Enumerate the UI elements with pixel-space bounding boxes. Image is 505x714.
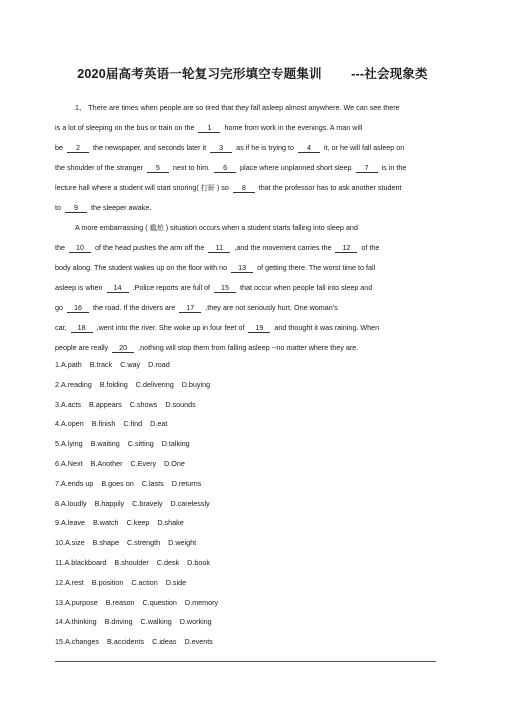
question-number: 12. bbox=[55, 577, 65, 587]
passage-line: the 10 of the head pushes the arm off the 11 ,and the movement carries the 12 of the bbox=[55, 243, 380, 252]
answer-options-list bbox=[55, 355, 435, 652]
passage-line: body along. The student wakes up on the floor with no 13 of getting there. The worst time to fall bbox=[55, 263, 376, 272]
option-c[interactable]: C.lasts bbox=[141, 478, 164, 488]
blank-2[interactable]: 2 bbox=[67, 143, 89, 153]
option-a[interactable]: A.loudly bbox=[61, 498, 87, 508]
question-number: 7. bbox=[55, 478, 61, 488]
passage-line: be 2 the newspaper, and seconds later it 3 as if he is trying to 4 it, or he will fall asleep on bbox=[55, 143, 405, 152]
blank-18[interactable]: 18 bbox=[71, 323, 93, 333]
option-b[interactable]: B.accidents bbox=[106, 637, 145, 647]
blank-17[interactable]: 17 bbox=[179, 303, 201, 313]
question-6-options bbox=[55, 454, 435, 474]
option-c[interactable]: C.desk bbox=[156, 557, 180, 567]
question-number: 14. bbox=[55, 617, 65, 627]
passage-line: to 9 the sleeper awake. bbox=[55, 203, 152, 212]
question-8-options bbox=[55, 494, 435, 514]
option-a[interactable]: A.thinking bbox=[65, 617, 97, 627]
option-d[interactable]: D.side bbox=[165, 577, 187, 587]
blank-16[interactable]: 16 bbox=[67, 303, 89, 313]
option-a[interactable]: A.rest bbox=[65, 577, 84, 587]
question-12-options bbox=[55, 573, 435, 593]
question-number: 10. bbox=[55, 538, 65, 548]
blank-8[interactable]: 8 bbox=[233, 183, 255, 193]
blank-20[interactable]: 20 bbox=[112, 343, 134, 353]
question-14-options bbox=[55, 612, 435, 632]
blank-12[interactable]: 12 bbox=[335, 243, 357, 253]
question-4-options bbox=[55, 414, 435, 434]
question-15-options bbox=[55, 632, 435, 652]
option-c[interactable]: C.ideas bbox=[152, 637, 177, 647]
question-number: 15. bbox=[55, 637, 65, 647]
question-2-options bbox=[55, 375, 435, 395]
option-d[interactable]: D.talking bbox=[161, 439, 190, 449]
option-c[interactable]: C.walking bbox=[140, 617, 172, 627]
cloze-passage bbox=[55, 98, 435, 358]
question-10-options bbox=[55, 533, 435, 553]
passage-line: the shoulder of the stranger 5 next to him. 6 place where unplanned short sleep 7 is in the bbox=[55, 163, 407, 172]
question-9-options bbox=[55, 513, 435, 533]
blank-6[interactable]: 6 bbox=[214, 163, 236, 173]
blank-1[interactable]: 1 bbox=[198, 123, 220, 133]
document-title bbox=[0, 64, 505, 82]
passage-line: lecture hall where a student will start snoring( 打鼾 ) so 8 that the professor has to ask another student bbox=[55, 183, 402, 192]
option-d[interactable]: D.buying bbox=[181, 379, 211, 389]
option-b[interactable]: B.Another bbox=[90, 458, 123, 468]
blank-14[interactable]: 14 bbox=[107, 283, 129, 293]
option-b[interactable]: B.driving bbox=[104, 617, 133, 627]
option-c[interactable]: C.question bbox=[142, 597, 177, 607]
option-d[interactable]: D.carelessly bbox=[170, 498, 210, 508]
option-c[interactable]: C.bravely bbox=[132, 498, 163, 508]
question-5-options bbox=[55, 434, 435, 454]
option-a[interactable]: A.path bbox=[61, 360, 82, 369]
option-d[interactable]: D.memory bbox=[184, 597, 219, 607]
option-c[interactable]: C.Every bbox=[130, 458, 157, 468]
option-a[interactable]: A.acts bbox=[61, 399, 81, 409]
option-b[interactable]: B.folding bbox=[99, 379, 128, 389]
option-c[interactable]: C.find bbox=[123, 419, 143, 429]
option-a[interactable]: A.changes bbox=[65, 637, 99, 647]
option-d[interactable]: D.eat bbox=[150, 419, 168, 429]
option-a[interactable]: A.Next bbox=[61, 458, 83, 468]
option-d[interactable]: D.returns bbox=[171, 478, 202, 488]
passage-line: is a lot of sleeping on the bus or train on the 1 home from work in the evenings. A man will bbox=[55, 123, 363, 132]
blank-9[interactable]: 9 bbox=[65, 203, 87, 213]
option-d[interactable]: D.sounds bbox=[165, 399, 196, 409]
option-c[interactable]: C.way bbox=[120, 360, 141, 369]
question-number: 4. bbox=[55, 419, 61, 429]
option-b[interactable]: B.waiting bbox=[90, 439, 120, 449]
option-d[interactable]: D.shake bbox=[157, 518, 184, 528]
option-a[interactable]: A.open bbox=[61, 419, 84, 429]
option-a[interactable]: A.blackboard bbox=[64, 557, 107, 567]
question-number: 1. bbox=[55, 360, 61, 369]
option-a[interactable]: A.purpose bbox=[65, 597, 98, 607]
option-a[interactable]: A.ends up bbox=[61, 478, 94, 488]
question-number: 6. bbox=[55, 458, 61, 468]
question-number: 8. bbox=[55, 498, 61, 508]
passage-line: A more embarrassing ( 尴尬 ) situation occurs when a student starts falling into sleep and bbox=[75, 223, 358, 232]
question-number: 11. bbox=[55, 557, 65, 567]
title-main: 2020届高考英语一轮复习完形填空专题集训 bbox=[77, 67, 322, 81]
question-number: 13. bbox=[55, 597, 65, 607]
question-number: 5. bbox=[55, 439, 61, 449]
option-d[interactable]: D.events bbox=[184, 637, 213, 647]
option-b[interactable]: B.reason bbox=[105, 597, 135, 607]
passage-line: asleep is when 14 .Police reports are full of 15 that occur when people fall into sleep and bbox=[55, 283, 373, 292]
option-a[interactable]: A.lying bbox=[61, 439, 83, 449]
question-13-options bbox=[55, 593, 435, 613]
blank-10[interactable]: 10 bbox=[69, 243, 91, 253]
option-b[interactable]: B.track bbox=[89, 360, 113, 369]
option-b[interactable]: B.shoulder bbox=[114, 557, 149, 567]
option-b[interactable]: B.appears bbox=[88, 399, 122, 409]
option-d[interactable]: D.working bbox=[179, 617, 212, 627]
question-1-options bbox=[55, 355, 435, 375]
blank-19[interactable]: 19 bbox=[248, 323, 270, 333]
option-c[interactable]: C.shows bbox=[129, 399, 158, 409]
question-number: 2. bbox=[55, 379, 61, 389]
option-b[interactable]: B.watch bbox=[92, 518, 119, 528]
option-b[interactable]: B.goes on bbox=[101, 478, 134, 488]
option-a[interactable]: A.reading bbox=[61, 379, 92, 389]
blank-11[interactable]: 11 bbox=[208, 243, 230, 253]
question-3-options bbox=[55, 395, 435, 415]
title-sub: ---社会现象类 bbox=[351, 67, 428, 81]
passage-line: people are really 20 ,nothing will stop them from falling asleep --no matter where they are. bbox=[55, 343, 359, 352]
blank-4[interactable]: 4 bbox=[298, 143, 320, 153]
option-c[interactable]: C.delivering bbox=[135, 379, 174, 389]
option-c[interactable]: C.strength bbox=[126, 538, 161, 548]
passage-line: 1、 There are times when people are so tired that they fall asleep almost anywhere. We can see there bbox=[75, 103, 400, 112]
chinese-gloss: 打鼾 bbox=[200, 184, 215, 192]
question-7-options bbox=[55, 474, 435, 494]
option-c[interactable]: C.action bbox=[131, 577, 158, 587]
option-b[interactable]: B.shape bbox=[92, 538, 119, 548]
passage-line: go 16 the road. If the drivers are 17 ,they are not seriously hurt. One woman's bbox=[55, 303, 338, 312]
option-c[interactable]: C.sitting bbox=[127, 439, 154, 449]
passage-line: car, 18 ,went into the river. She woke up in four feet of 19 and thought it was raining. When bbox=[55, 323, 380, 332]
footer-rule bbox=[55, 661, 436, 662]
option-a[interactable]: A.leave bbox=[61, 518, 85, 528]
option-b[interactable]: B.finish bbox=[91, 419, 116, 429]
chinese-gloss: 尴尬 bbox=[149, 224, 164, 232]
option-d[interactable]: D.road bbox=[148, 360, 170, 369]
option-a[interactable]: A.size bbox=[65, 538, 85, 548]
blank-5[interactable]: 5 bbox=[147, 163, 169, 173]
question-number: 9. bbox=[55, 518, 61, 528]
question-number: 3. bbox=[55, 399, 61, 409]
question-11-options bbox=[55, 553, 435, 573]
option-d[interactable]: D.weight bbox=[168, 538, 197, 548]
option-c[interactable]: C.keep bbox=[126, 518, 150, 528]
blank-13[interactable]: 13 bbox=[231, 263, 253, 273]
option-b[interactable]: B.position bbox=[91, 577, 124, 587]
option-d[interactable]: D.book bbox=[187, 557, 210, 567]
blank-3[interactable]: 3 bbox=[210, 143, 232, 153]
option-d[interactable]: D.One bbox=[164, 458, 185, 468]
blank-15[interactable]: 15 bbox=[214, 283, 236, 293]
blank-7[interactable]: 7 bbox=[356, 163, 378, 173]
option-b[interactable]: B.happily bbox=[94, 498, 125, 508]
